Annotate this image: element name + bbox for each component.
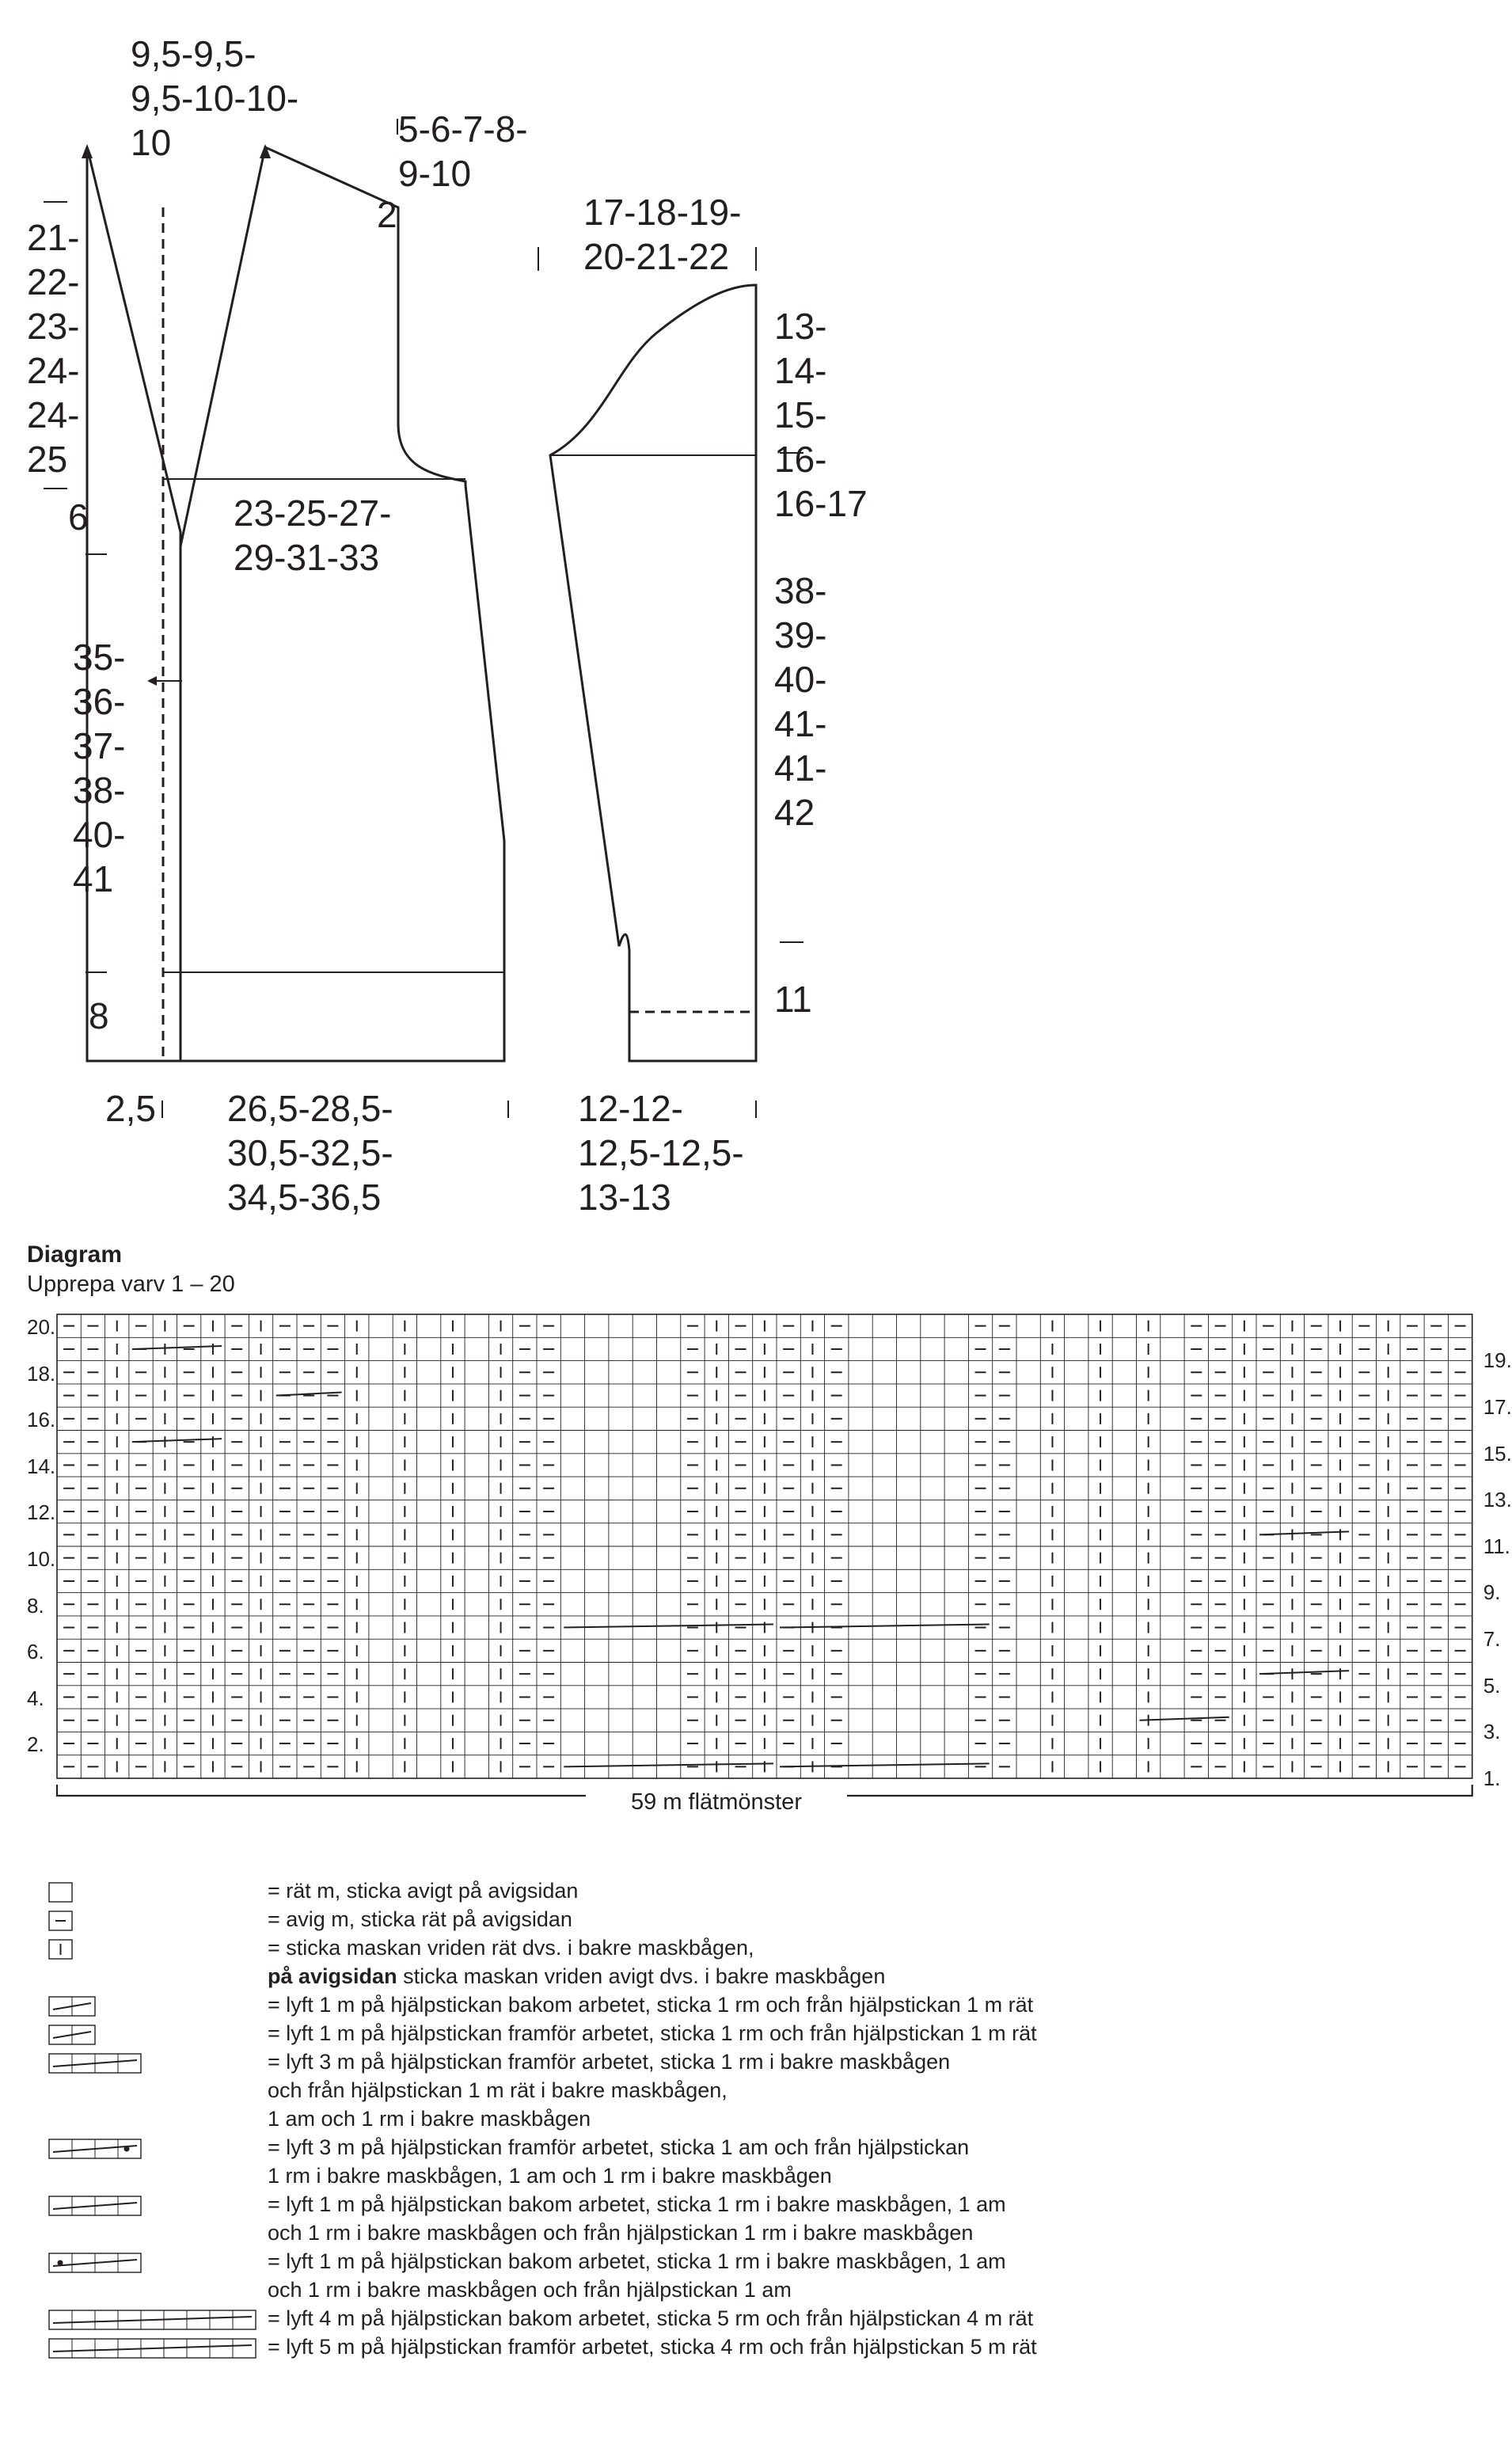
front-band-label: 2,5: [105, 1088, 156, 1129]
sleeve-cap-height-label: 13-14-15-16-16-17: [774, 306, 868, 524]
legend-entry-c4r-dot: = lyft 1 m på hjälpstickan bakom arbetet, sticka 1 rm i bakre maskbågen, 1 am: [268, 2249, 1006, 2273]
cable-mark: [780, 1763, 990, 1766]
row-label-left: 2.: [27, 1732, 44, 1757]
chart-caption: 59 m flätmönster: [586, 1789, 847, 1816]
body-outline: [87, 147, 180, 1061]
purl-dot: [124, 2146, 130, 2152]
row-label-left: 4.: [27, 1686, 44, 1710]
legend-entry-continuation: och 1 rm i bakre maskbågen och från hjälpstickan 1 am: [268, 2278, 792, 2302]
purl-dot: [58, 2260, 63, 2266]
legend-entry-continuation: och 1 rm i bakre maskbågen och från hjälpstickan 1 rm i bakre maskbågen: [268, 2221, 974, 2245]
legend-entry-continuation: 1 am och 1 rm i bakre maskbågen: [268, 2107, 591, 2131]
cuff-width-label: 12-12-12,5-12,5-13-13: [578, 1088, 744, 1218]
row-label-left: 14.: [27, 1454, 56, 1478]
row-label-right: 5.: [1483, 1673, 1501, 1698]
legend-entry-knit: = rät m, sticka avigt på avigsidan: [268, 1879, 579, 1903]
legend-symbol-knit: [49, 1883, 72, 1902]
row-label-right: 7.: [1483, 1626, 1501, 1651]
hem-height-label: 8: [89, 995, 109, 1036]
body-main-outline: [180, 147, 504, 1061]
legend-entry-twisted: = sticka maskan vriden rät dvs. i bakre maskbågen,: [268, 1936, 754, 1960]
legend-entry-c4l-dot: = lyft 3 m på hjälpstickan framför arbetet, sticka 1 am och från hjälpstickan: [268, 2135, 970, 2159]
row-label-right: 17.: [1483, 1394, 1512, 1419]
row-label-right: 9.: [1483, 1580, 1501, 1605]
diagram-subtitle: Upprepa varv 1 – 20: [27, 1272, 235, 1297]
row-label-left: 10.: [27, 1547, 56, 1571]
sleeve-top-width-label: 17-18-19-20-21-22: [583, 192, 742, 277]
total-length-label: 21-22-23-24-24-25: [27, 217, 80, 480]
row-label-left: 16.: [27, 1408, 56, 1432]
neck-depth-label: 2: [377, 194, 397, 235]
body-length-label: 35-36-37-38-40-41: [73, 637, 126, 899]
row-label-left: 8.: [27, 1593, 44, 1618]
legend-entry-c4r: = lyft 1 m på hjälpstickan bakom arbetet, sticka 1 rm i bakre maskbågen, 1 am: [268, 2192, 1006, 2216]
band-width-label: 6: [68, 496, 89, 538]
legend-entry-c9r: = lyft 4 m på hjälpstickan bakom arbetet, sticka 5 rm och från hjälpstickan 4 m rät: [268, 2306, 1034, 2330]
legend-symbols: [0, 1876, 269, 2399]
row-label-left: 18.: [27, 1361, 56, 1386]
garment-schematic: [0, 0, 1489, 1188]
legend-entry-continuation: och från hjälpstickan 1 m rät i bakre maskbågen,: [268, 2078, 728, 2102]
cable-mark: [780, 1625, 990, 1628]
row-label-right: 1.: [1483, 1766, 1501, 1790]
legend-entry-continuation: 1 rm i bakre maskbågen, 1 am och 1 rm i bakre maskbågen: [268, 2164, 832, 2188]
stitch-chart: [0, 1298, 1489, 1805]
shoulder-width-label: 5-6-7-8-9-10: [398, 108, 528, 194]
sleeve-outline: [550, 285, 756, 1061]
chest-width-label: 23-25-27-29-31-33: [234, 492, 392, 578]
legend-entry-c2l: = lyft 1 m på hjälpstickan framför arbetet, sticka 1 rm och från hjälpstickan 1 m rät: [268, 2021, 1037, 2045]
cuff-height-label: 11: [774, 979, 812, 1020]
row-label-right: 19.: [1483, 1348, 1512, 1373]
neck-width-label: 9,5-9,5-9,5-10-10-10: [131, 33, 299, 163]
row-label-left: 12.: [27, 1500, 56, 1525]
row-label-left: 20.: [27, 1315, 56, 1339]
legend-entry-purl: = avig m, sticka rät på avigsidan: [268, 1907, 572, 1931]
row-label-right: 13.: [1483, 1488, 1512, 1512]
sleeve-length-label: 38-39-40-41-41-42: [774, 570, 827, 833]
legend-entry-c9l: = lyft 5 m på hjälpstickan framför arbetet, sticka 4 rm och från hjälpstickan 5 m rät: [268, 2335, 1037, 2359]
legend-entry-c4l: = lyft 3 m på hjälpstickan framför arbetet, sticka 1 rm i bakre maskbågen: [268, 2050, 951, 2074]
row-label-right: 15.: [1483, 1441, 1512, 1466]
legend-entry-c2r: = lyft 1 m på hjälpstickan bakom arbetet, sticka 1 rm och från hjälpstickan 1 m rät: [268, 1993, 1034, 2017]
legend-entry-continuation: på avigsidan sticka maskan vriden avigt dvs. i bakre maskbågen: [268, 1964, 886, 1988]
diagram-title: Diagram: [27, 1241, 123, 1268]
bottom-width-label: 26,5-28,5-30,5-32,5-34,5-36,5: [227, 1088, 393, 1218]
row-label-left: 6.: [27, 1640, 44, 1664]
row-label-right: 3.: [1483, 1720, 1501, 1744]
row-label-right: 11.: [1483, 1534, 1510, 1558]
